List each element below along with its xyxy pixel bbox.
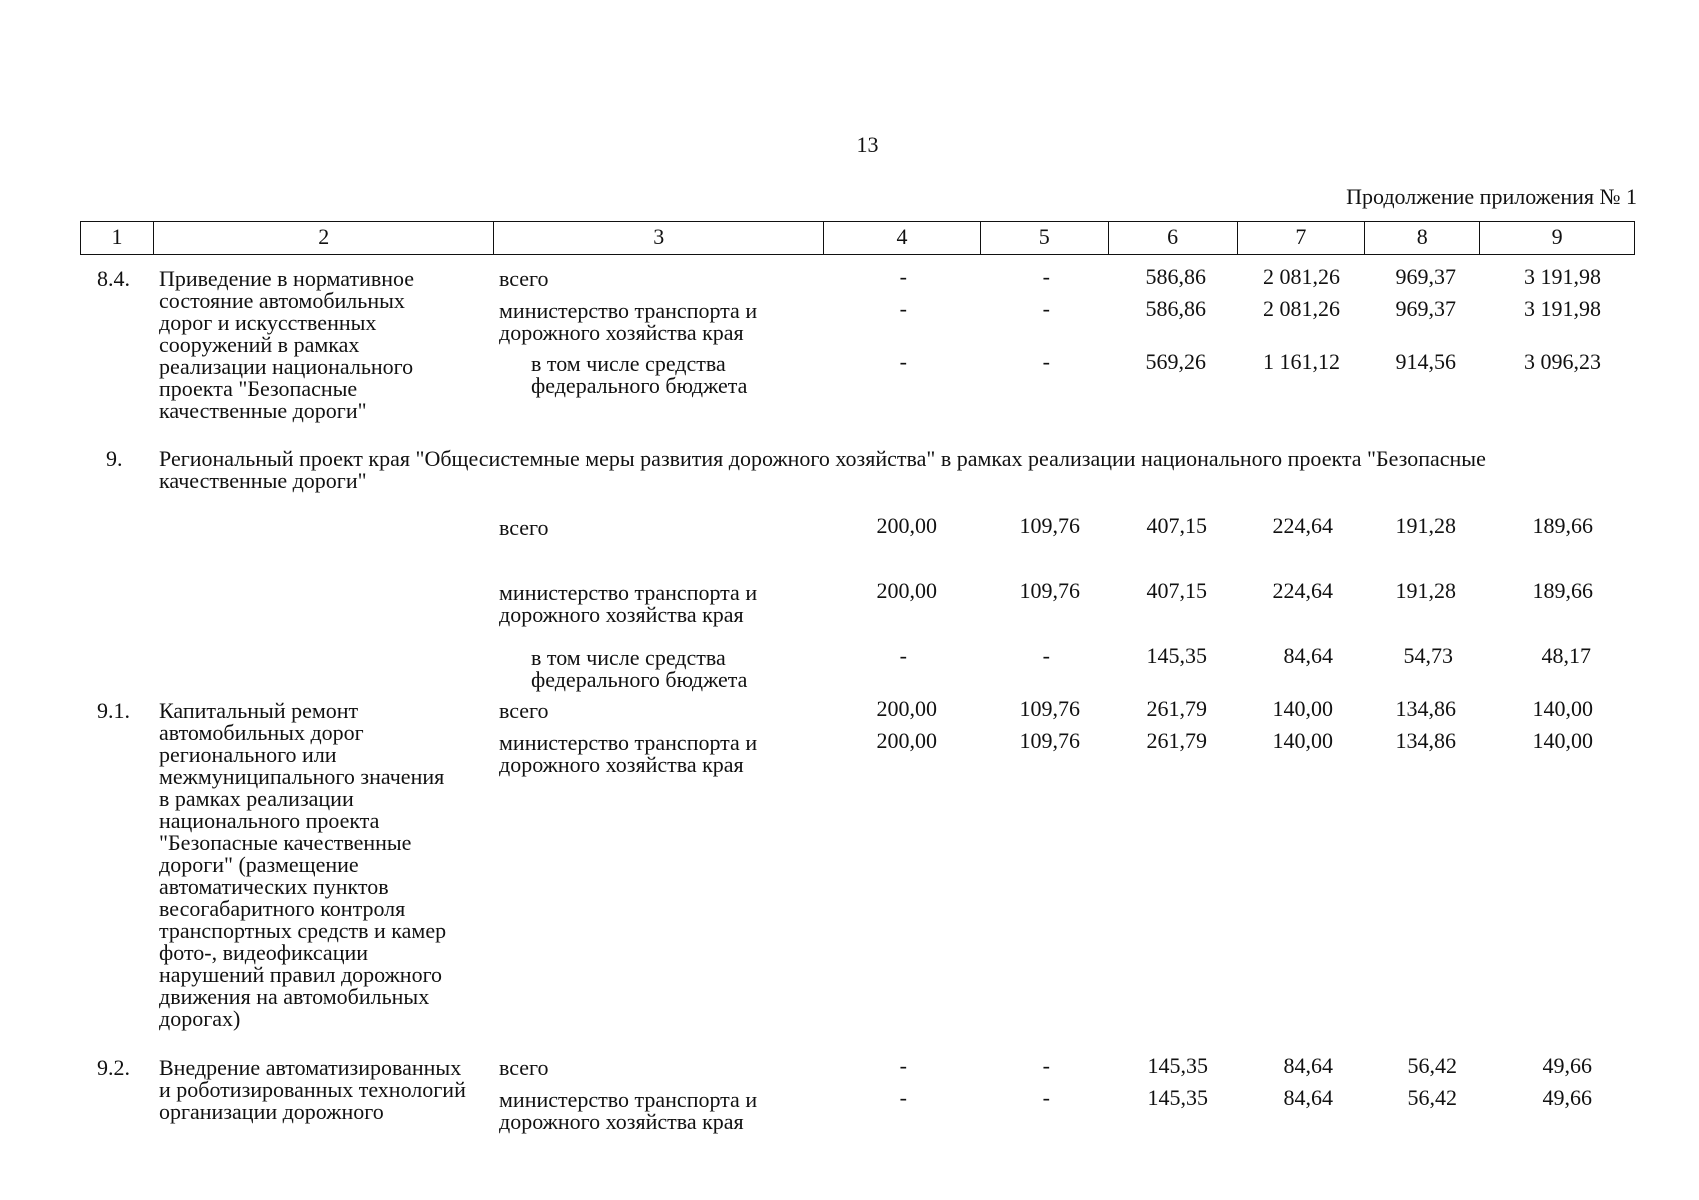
value-col-8: 914,56 xyxy=(1395,349,1456,374)
value-col-6: 586,86 xyxy=(1145,264,1206,289)
value-col-8: 191,28 xyxy=(1395,513,1456,538)
row-label-total: всего xyxy=(499,515,549,540)
value-col-4: - xyxy=(899,643,907,668)
value-col-7: 84,64 xyxy=(1283,1085,1333,1110)
value-col-8: 969,37 xyxy=(1395,296,1456,321)
row-label-ministry: министерство транспорта и дорожного хозяйства края xyxy=(499,580,758,627)
value-col-5: - xyxy=(1042,643,1050,668)
column-header-9: 9 xyxy=(1479,222,1634,254)
value-col-9: 49,66 xyxy=(1542,1053,1592,1078)
value-col-4: 200,00 xyxy=(876,578,937,603)
value-col-6: 261,79 xyxy=(1146,696,1207,721)
row-label-total: всего xyxy=(499,1055,549,1080)
value-col-8: 54,73 xyxy=(1403,643,1453,668)
value-col-9: 189,66 xyxy=(1532,578,1593,603)
value-col-5: - xyxy=(1042,1053,1050,1078)
value-col-7: 140,00 xyxy=(1272,696,1333,721)
value-col-7: 224,64 xyxy=(1272,513,1333,538)
value-col-5: - xyxy=(1042,349,1050,374)
value-col-6: 145,35 xyxy=(1147,1085,1208,1110)
value-col-5: 109,76 xyxy=(1019,696,1080,721)
value-col-7: 2 081,26 xyxy=(1263,296,1340,321)
value-col-8: 56,42 xyxy=(1407,1053,1457,1078)
value-col-5: 109,76 xyxy=(1019,728,1080,753)
value-col-4: 200,00 xyxy=(876,696,937,721)
value-col-9: 189,66 xyxy=(1532,513,1593,538)
value-col-7: 84,64 xyxy=(1283,643,1333,668)
value-col-6: 407,15 xyxy=(1146,513,1207,538)
value-col-6: 145,35 xyxy=(1146,643,1207,668)
section-number: 9. xyxy=(106,446,123,471)
value-col-9: 3 191,98 xyxy=(1524,264,1601,289)
row-name: Капитальный ремонт автомобильных дорог регионального или межмуниципального значения в рамках реализации национального проекта "Безопасные качественные дороги" (размещение автоматических пунктов весогабаритного контроля транспортных средств и камер фото-, видеофиксации нарушений правил дорожного движения на автомобильных дорогах) xyxy=(159,698,447,1031)
value-col-6: 145,35 xyxy=(1147,1053,1208,1078)
row-label-total: всего xyxy=(499,698,549,723)
table-header-row xyxy=(80,221,1635,255)
section-title: Региональный проект края "Общесистемные меры развития дорожного хозяйства" в рамках реализации национального проекта "Безопасные качественные дороги" xyxy=(159,446,1486,493)
value-col-5: - xyxy=(1042,296,1050,321)
value-col-8: 134,86 xyxy=(1395,696,1456,721)
column-header-6: 6 xyxy=(1108,222,1237,254)
row-label-federal: в том числе средства федерального бюджета xyxy=(531,645,748,692)
value-col-9: 49,66 xyxy=(1542,1085,1592,1110)
column-header-1: 1 xyxy=(111,224,123,249)
value-col-7: 140,00 xyxy=(1272,728,1333,753)
value-col-6: 586,86 xyxy=(1145,296,1206,321)
value-col-8: 134,86 xyxy=(1395,728,1456,753)
value-col-4: - xyxy=(899,296,907,321)
value-col-4: - xyxy=(899,1053,907,1078)
row-number: 8.4. xyxy=(97,266,130,291)
value-col-8: 969,37 xyxy=(1395,264,1456,289)
value-col-5: - xyxy=(1042,1085,1050,1110)
column-header-3: 3 xyxy=(493,222,823,254)
value-col-4: 200,00 xyxy=(876,728,937,753)
value-col-4: - xyxy=(899,264,907,289)
value-col-7: 84,64 xyxy=(1283,1053,1333,1078)
value-col-5: 109,76 xyxy=(1019,513,1080,538)
column-header-2: 2 xyxy=(153,222,494,254)
value-col-7: 2 081,26 xyxy=(1263,264,1340,289)
value-col-4: - xyxy=(899,1085,907,1110)
column-header-7: 7 xyxy=(1237,222,1365,254)
value-col-9: 140,00 xyxy=(1532,696,1593,721)
row-name: Приведение в нормативное состояние автомобильных дорог и искусственных сооружений в рамках реализации национального проекта "Безопасные качественные дороги" xyxy=(159,266,415,423)
value-col-4: 200,00 xyxy=(876,513,937,538)
row-label-total: всего xyxy=(499,266,549,291)
row-label-ministry: министерство транспорта и дорожного хозяйства края xyxy=(499,730,758,777)
row-number: 9.1. xyxy=(97,698,130,723)
value-col-7: 1 161,12 xyxy=(1263,349,1340,374)
value-col-5: - xyxy=(1042,264,1050,289)
row-name: Внедрение автоматизированных и роботизированных технологий организации дорожного xyxy=(159,1055,466,1124)
value-col-6: 569,26 xyxy=(1145,349,1206,374)
value-col-8: 56,42 xyxy=(1407,1085,1457,1110)
value-col-9: 140,00 xyxy=(1532,728,1593,753)
column-header-4: 4 xyxy=(823,222,980,254)
value-col-5: 109,76 xyxy=(1019,578,1080,603)
row-label-ministry: министерство транспорта и дорожного хозяйства края xyxy=(499,1087,758,1134)
page-number: 13 xyxy=(856,132,879,157)
row-number: 9.2. xyxy=(97,1055,130,1080)
value-col-7: 224,64 xyxy=(1272,578,1333,603)
row-label-federal: в том числе средства федерального бюджета xyxy=(531,351,748,398)
value-col-4: - xyxy=(899,349,907,374)
value-col-6: 261,79 xyxy=(1146,728,1207,753)
value-col-9: 3 191,98 xyxy=(1524,296,1601,321)
value-col-9: 3 096,23 xyxy=(1524,349,1601,374)
column-header-5: 5 xyxy=(980,222,1108,254)
continuation-label: Продолжение приложения № 1 xyxy=(1346,184,1637,209)
value-col-8: 191,28 xyxy=(1395,578,1456,603)
row-label-ministry: министерство транспорта и дорожного хозяйства края xyxy=(499,298,758,345)
column-header-8: 8 xyxy=(1364,222,1479,254)
value-col-6: 407,15 xyxy=(1146,578,1207,603)
value-col-9: 48,17 xyxy=(1541,643,1591,668)
